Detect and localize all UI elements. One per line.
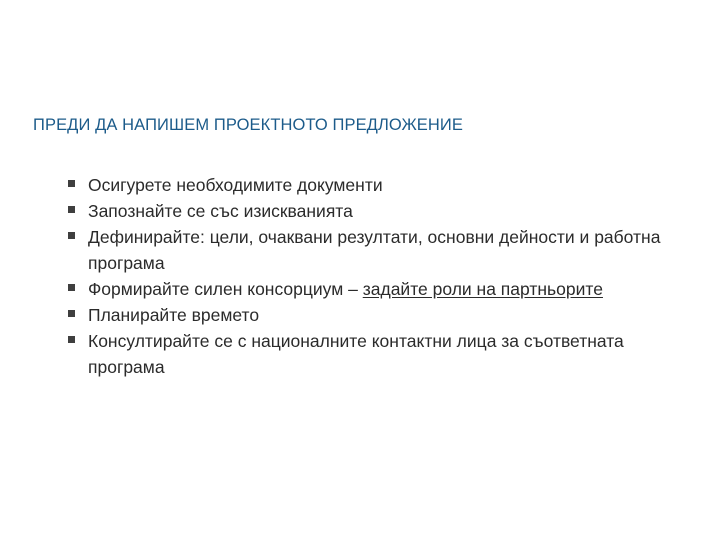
list-item (68, 198, 668, 224)
square-bullet-icon (68, 310, 75, 317)
list-item (68, 328, 668, 380)
bullet-text: Формирайте силен консорциум – (88, 279, 363, 299)
bullet-text: Дефинирайте: цели, очаквани резултати, основни дейности и работна програма (88, 227, 661, 273)
list-item (68, 172, 668, 198)
bullet-list (68, 172, 668, 380)
list-item (68, 302, 668, 328)
underlined-text: задайте роли на партньорите (362, 279, 603, 299)
slide-title: ПРЕДИ ДА НАПИШЕМ ПРОЕКТНОТО ПРЕДЛОЖЕНИЕ (33, 116, 463, 134)
square-bullet-icon (68, 284, 75, 291)
square-bullet-icon (68, 206, 75, 213)
list-item (68, 276, 668, 302)
square-bullet-icon (68, 336, 75, 343)
bullet-text: Запознайте се със изискванията (88, 201, 353, 221)
list-item (68, 224, 668, 276)
bullet-text: Планирайте времето (88, 305, 260, 325)
square-bullet-icon (68, 180, 75, 187)
bullet-text: Консултирайте се с националните контактни лица за съответната програма (88, 331, 624, 377)
bullet-text: Осигурете необходимите документи (88, 175, 383, 195)
square-bullet-icon (68, 232, 75, 239)
